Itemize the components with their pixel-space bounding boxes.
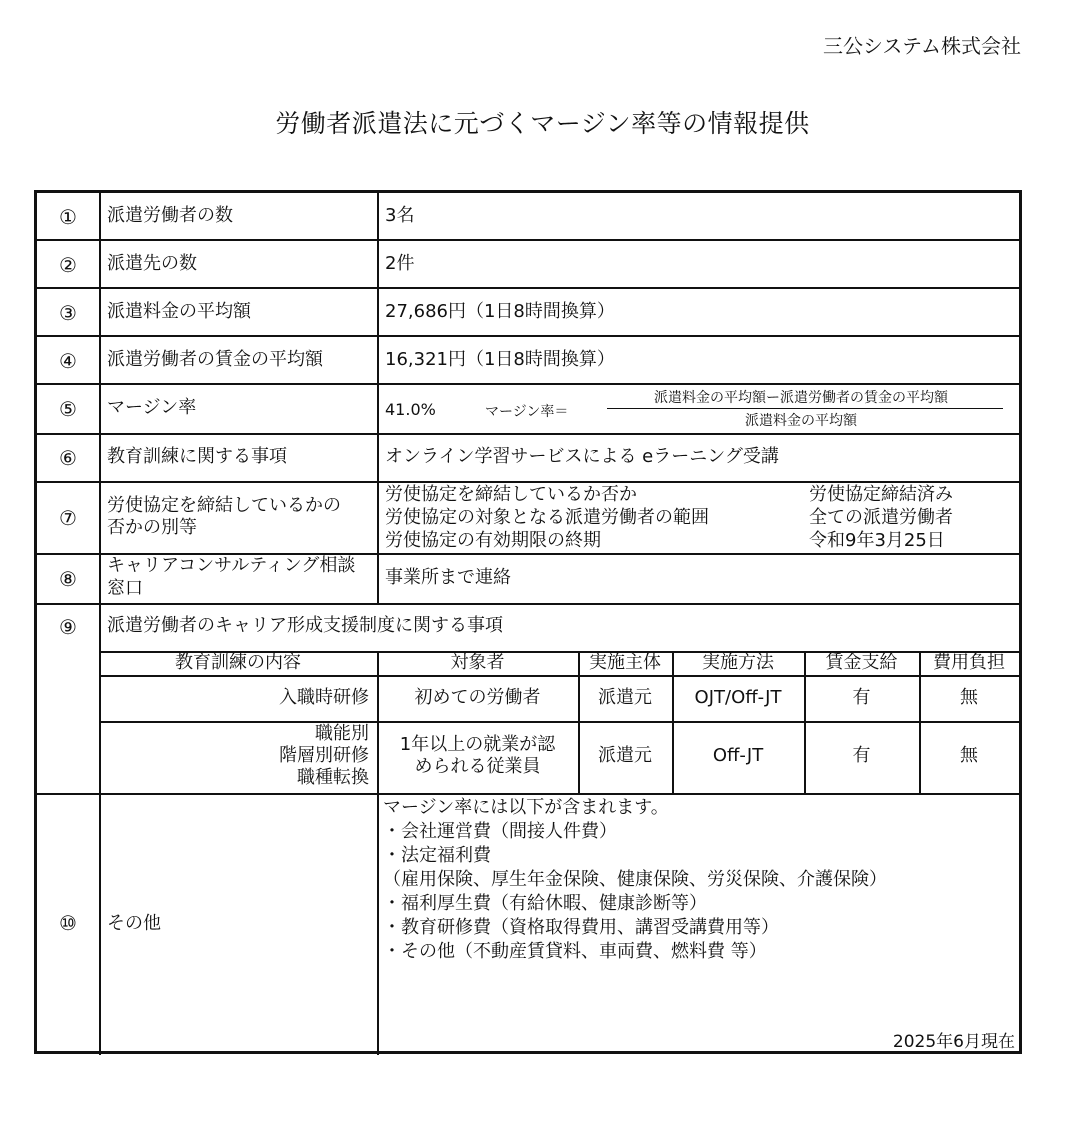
subtable-header: 実施主体 bbox=[589, 652, 661, 673]
agreement-value: 全ての派遣労働者 bbox=[809, 507, 953, 528]
item-label: 派遣先の数 bbox=[107, 253, 197, 274]
row-divider bbox=[37, 239, 1019, 241]
other-line: ・その他（不動産賃貸料、車両費、燃料費 等） bbox=[383, 941, 767, 962]
item-label: キャリアコンサルティング相談 bbox=[107, 555, 356, 576]
item-label: マージン率 bbox=[107, 397, 197, 418]
item-value: 27,686円（1日8時間換算） bbox=[385, 301, 615, 322]
item-label: 派遣労働者のキャリア形成支援制度に関する事項 bbox=[107, 615, 503, 636]
training-cost: 無 bbox=[960, 687, 978, 708]
training-body: 派遣元 bbox=[598, 687, 652, 708]
row-number: ⑧ bbox=[59, 567, 77, 591]
training-method: OJT/Off-JT bbox=[694, 687, 782, 708]
page-title: 労働者派遣法に元づくマージン率等の情報提供 bbox=[275, 109, 810, 138]
subtable-header: 費用負担 bbox=[933, 652, 1005, 673]
col-divider-number bbox=[99, 193, 101, 1055]
fraction-bar bbox=[607, 408, 1003, 409]
info-table bbox=[34, 190, 1022, 1054]
training-cost: 無 bbox=[960, 745, 978, 766]
row-divider bbox=[37, 793, 1019, 795]
row-number: ② bbox=[59, 253, 77, 277]
formula-denominator: 派遣料金の平均額 bbox=[745, 413, 857, 429]
other-line: ・福利厚生費（有給休暇、健康診断等） bbox=[383, 893, 707, 914]
row-number: ⑨ bbox=[59, 615, 77, 639]
row-number: ① bbox=[59, 205, 77, 229]
company-name: 三公システム株式会社 bbox=[823, 34, 1021, 58]
subtable-header: 対象者 bbox=[450, 652, 505, 673]
item-label: 否かの別等 bbox=[107, 517, 197, 538]
training-target: 初めての労働者 bbox=[414, 687, 541, 708]
item-label: 派遣料金の平均額 bbox=[107, 301, 251, 322]
training-target: められる従業員 bbox=[414, 756, 541, 777]
agreement-value: 令和9年3月25日 bbox=[809, 530, 945, 551]
training-content: 職能別 bbox=[315, 723, 369, 744]
row-divider bbox=[37, 603, 1019, 605]
col-divider-item bbox=[377, 651, 379, 1055]
row-divider bbox=[37, 481, 1019, 483]
training-content: 職種転換 bbox=[297, 767, 369, 788]
row-divider bbox=[37, 287, 1019, 289]
row-divider bbox=[37, 335, 1019, 337]
row-divider bbox=[37, 383, 1019, 385]
item-value: 2件 bbox=[385, 253, 415, 274]
row-number: ③ bbox=[59, 301, 77, 325]
other-line: ・会社運営費（間接人件費） bbox=[383, 821, 617, 842]
row-number: ⑥ bbox=[59, 446, 77, 470]
item-label: 教育訓練に関する事項 bbox=[107, 446, 287, 467]
item-label: 派遣労働者の賃金の平均額 bbox=[107, 349, 323, 370]
formula-label: マージン率＝ bbox=[485, 404, 569, 420]
item-label: 労使協定を締結しているかの bbox=[107, 495, 341, 516]
agreement-label: 労使協定の対象となる派遣労働者の範囲 bbox=[385, 507, 709, 528]
item-label: その他 bbox=[107, 913, 161, 934]
agreement-value: 労使協定締結済み bbox=[809, 484, 953, 505]
margin-rate-value: 41.0% bbox=[385, 400, 436, 419]
item-label: 窓口 bbox=[107, 578, 143, 599]
item-value: 16,321円（1日8時間換算） bbox=[385, 349, 615, 370]
other-line: ・教育研修費（資格取得費用、講習受講費用等） bbox=[383, 917, 779, 938]
col-divider-item bbox=[377, 193, 379, 603]
subtable-header-divider bbox=[99, 675, 1019, 677]
item-value: 3名 bbox=[385, 205, 415, 226]
subtable-header: 賃金支給 bbox=[825, 652, 898, 673]
item-label: 派遣労働者の数 bbox=[107, 205, 233, 226]
training-wage: 有 bbox=[852, 687, 871, 708]
other-line: マージン率には以下が含まれます。 bbox=[383, 797, 669, 818]
formula-numerator: 派遣料金の平均額ー派遣労働者の賃金の平均額 bbox=[654, 390, 948, 406]
training-method: Off-JT bbox=[712, 745, 764, 766]
training-content: 階層別研修 bbox=[279, 745, 369, 766]
row-number: ④ bbox=[59, 349, 77, 373]
row-number: ⑤ bbox=[59, 397, 77, 421]
row-number: ⑩ bbox=[59, 911, 77, 935]
training-wage: 有 bbox=[852, 745, 871, 766]
row-divider bbox=[37, 433, 1019, 435]
training-content: 入職時研修 bbox=[279, 687, 369, 708]
other-line: （雇用保険、厚生年金保険、健康保険、労災保険、介護保険） bbox=[383, 869, 887, 890]
training-body: 派遣元 bbox=[598, 745, 652, 766]
item-value: オンライン学習サービスによる eラーニング受講 bbox=[385, 446, 779, 467]
subtable-header: 実施方法 bbox=[702, 652, 774, 673]
as-of-date: 2025年6月現在 bbox=[892, 1032, 1015, 1052]
agreement-label: 労使協定を締結しているか否か bbox=[385, 484, 637, 505]
agreement-label: 労使協定の有効期限の終期 bbox=[385, 530, 601, 551]
row-number: ⑦ bbox=[59, 506, 77, 530]
other-line: ・法定福利費 bbox=[383, 845, 491, 866]
training-target: 1年以上の就業が認 bbox=[399, 734, 556, 755]
subtable-header: 教育訓練の内容 bbox=[175, 652, 301, 673]
item-value: 事業所まで連絡 bbox=[385, 567, 511, 588]
